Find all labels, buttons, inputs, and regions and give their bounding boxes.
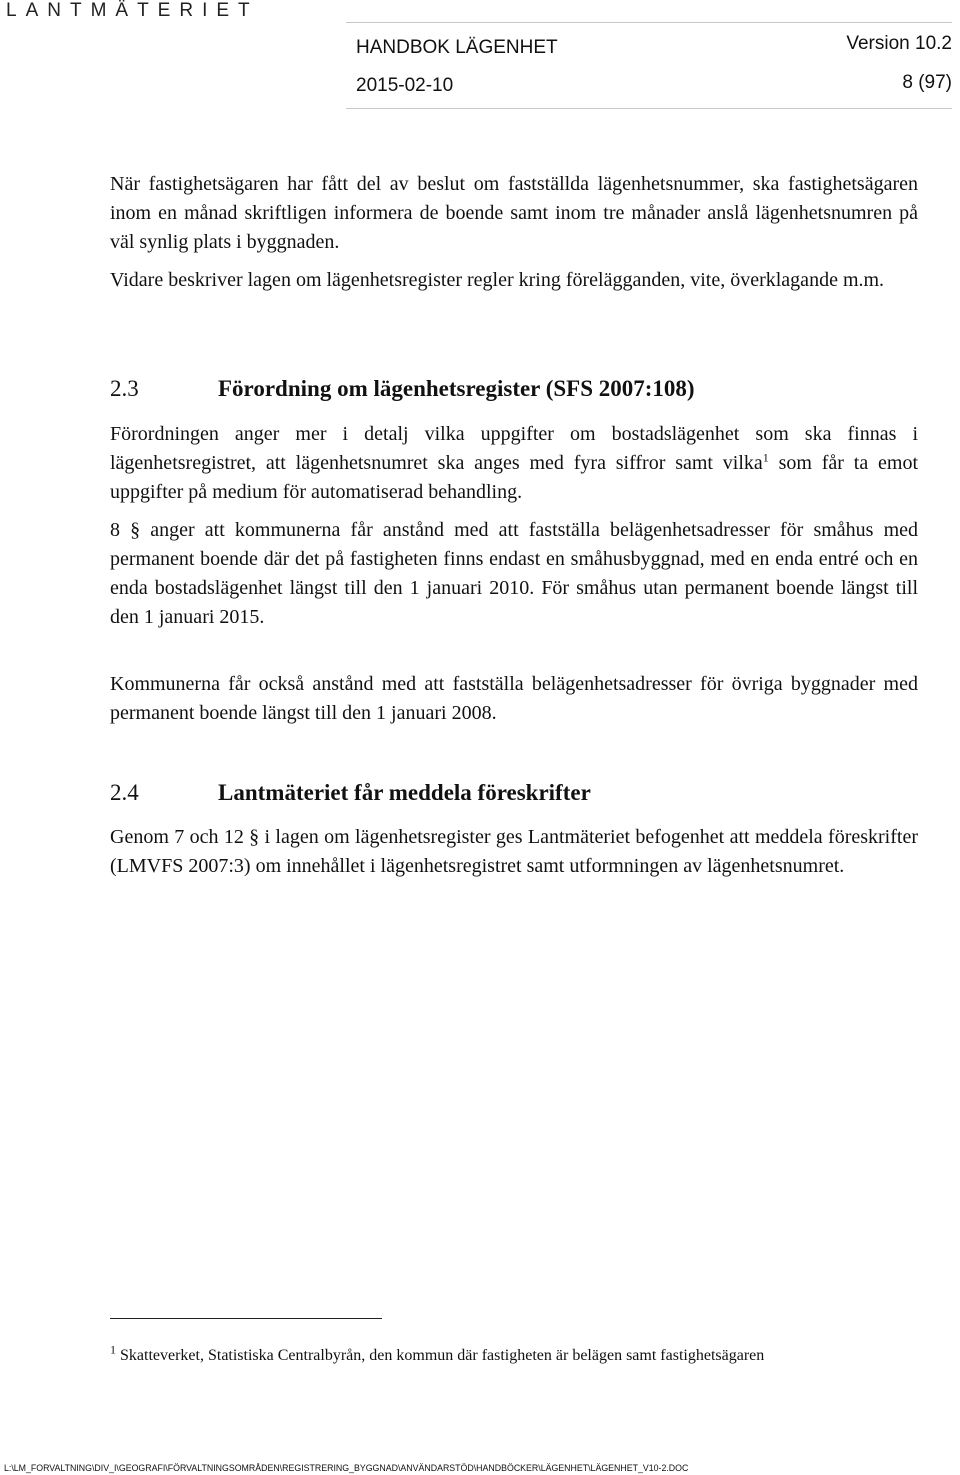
footnote-separator bbox=[110, 1318, 382, 1319]
section-2-3-number: 2.3 bbox=[110, 376, 139, 401]
foreskrifter-paragraph: Genom 7 och 12 § i lagen om lägenhetsregister ges Lantmäteriet befogenhet att meddela föreskrifter (LMVFS 2007:3) om innehållet i lägenhetsregistret samt utformningen av lägenhetsnumret. bbox=[110, 826, 918, 877]
section-2-3-title: Förordning om lägenhetsregister (SFS 2007:108) bbox=[218, 376, 695, 401]
footnote bbox=[110, 1344, 850, 1367]
section-2-3-heading bbox=[110, 376, 695, 402]
forordning-paragraph bbox=[110, 420, 918, 507]
anstand-paragraph: 8 § anger att kommunerna får anstånd med att fastställa belägenhetsadresser för småhus med permanent boende där det på fastigheten finns endast en småhusbyggnad, med en enda entré och en enda bostadslägenhet längst till den 1 januari 2010. För småhus utan permanent boende längst till den 1 januari 2015. bbox=[110, 519, 918, 628]
page-number: 8 (97) bbox=[902, 72, 952, 93]
section-2-4-heading bbox=[110, 780, 591, 806]
lantmateriet-logo: LANTMÄTERIET bbox=[6, 0, 259, 21]
header-rule-top bbox=[346, 22, 952, 23]
document-date: 2015-02-10 bbox=[356, 75, 454, 96]
kommunerna-paragraph: Kommunerna får också anstånd med att fastställa belägenhetsadresser för övriga byggnader med permanent boende längst till den 1 januari 2008. bbox=[110, 673, 918, 724]
section-2-4-number: 2.4 bbox=[110, 780, 139, 805]
forordning-text-end: som får ta emot uppgifter på medium för automatiserad behandling. bbox=[110, 452, 919, 503]
header-rule-bottom bbox=[346, 108, 952, 109]
document-version: Version 10.2 bbox=[846, 33, 952, 54]
forordning-text-start: Förordningen anger mer i detalj vilka uppgifter om bostadslägenhet som ska finnas i lägenhetsregistret, att lägenhetsnumret ska anges med fyra siffror samt vilka bbox=[110, 423, 918, 474]
file-path: L:\LM_FORVALTNING\DIV_I\GEOGRAFI\FÖRVALTNINGSOMRÅDEN\REGISTRERING_BYGGNAD\ANVÄNDARSTÖD\HANDBÖCKER\LÄGENHET\LÄGENHET_V10-2.DOC bbox=[4, 1463, 689, 1473]
document-title: HANDBOK LÄGENHET bbox=[356, 37, 558, 58]
footnote-reference[interactable]: 1 bbox=[762, 450, 769, 465]
section-2-4-title: Lantmäteriet får meddela föreskrifter bbox=[218, 780, 591, 805]
footnote-marker: 1 bbox=[110, 1342, 116, 1357]
intro-paragraph: När fastighetsägaren har fått del av beslut om fastställda lägenhetsnummer, ska fastighetsägaren inom en månad skriftligen informera de boende samt inom tre månader anslå lägenhetsnumren på väl synlig plats i byggnaden. bbox=[110, 173, 918, 253]
footnote-text: Skatteverket, Statistiska Centralbyrån, den kommun där fastigheten är belägen samt fastighetsägaren bbox=[116, 1347, 765, 1364]
lagen-paragraph: Vidare beskriver lagen om lägenhetsregister regler kring förelägganden, vite, överklagande m.m. bbox=[110, 269, 885, 291]
